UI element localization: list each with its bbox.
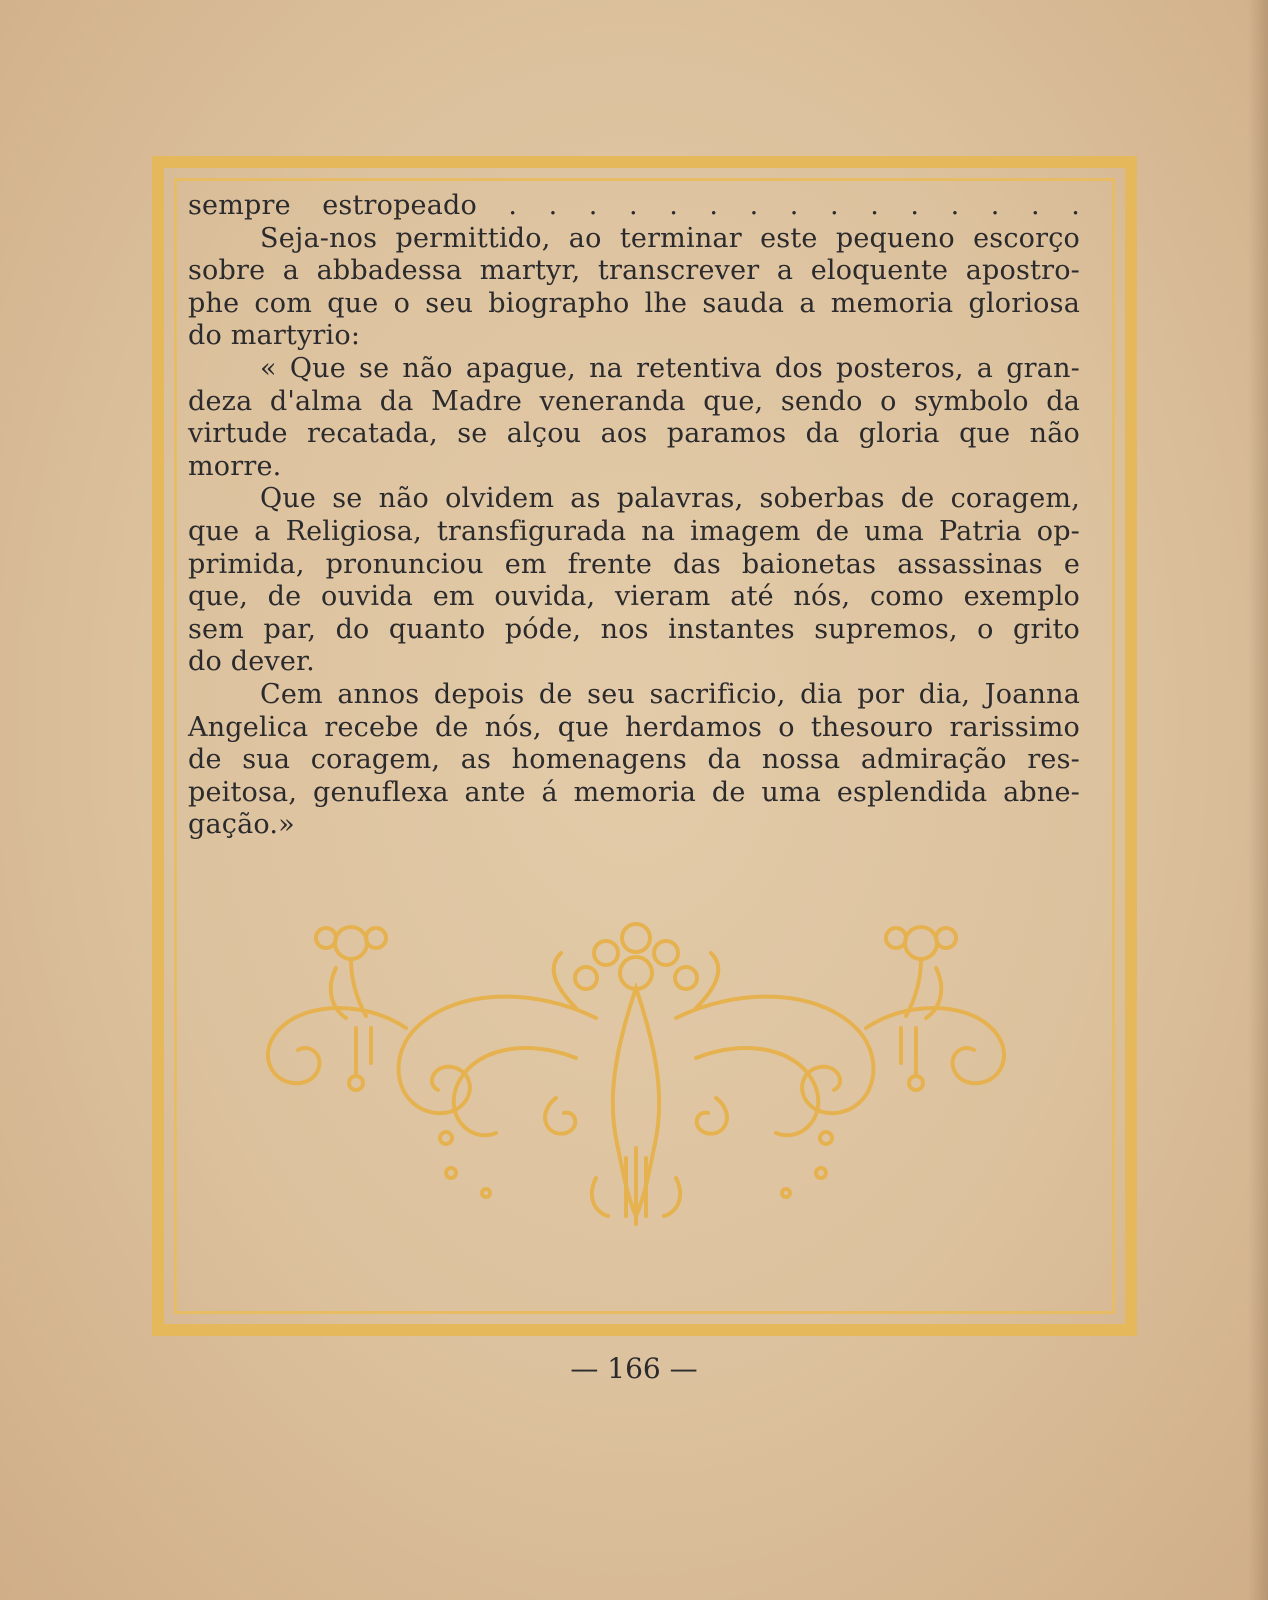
text-line: Que se não olvidem as palavras, soberbas de coragem, xyxy=(260,483,1080,515)
text-line: Angelica recebe de nós, que herdamos o thesouro rarissimo xyxy=(188,711,1080,743)
text-line: de sua coragem, as homenagens da nossa admiração res- xyxy=(188,744,1080,776)
text-line: « Que se não apague, na retentiva dos posteros, a gran- xyxy=(260,352,1080,384)
text-line: morre. xyxy=(188,450,282,482)
body-text xyxy=(188,190,1080,842)
text-line: sempre estropeado . . . . . . . . . . . . . . . xyxy=(188,190,1080,221)
text-line: peitosa, genuflexa ante á memoria de uma esplendida abne- xyxy=(188,776,1080,808)
text-line: do dever. xyxy=(188,646,315,678)
text-line: gação.» xyxy=(188,809,295,841)
text-line: virtude recatada, se alçou aos paramos da gloria que não xyxy=(188,418,1080,450)
text-line: phe com que o seu biographo lhe sauda a memoria gloriosa xyxy=(188,287,1080,319)
text-line: deza d'alma da Madre veneranda que, sendo o symbolo da xyxy=(188,385,1080,417)
text-line: Cem annos depois de seu sacrificio, dia por dia, Joanna xyxy=(260,678,1080,710)
text-line: sobre a abbadessa martyr, transcrever a eloquente apostro- xyxy=(188,255,1080,287)
page-number: — 166 — xyxy=(570,1352,698,1385)
floral-ornament-icon xyxy=(256,898,1016,1238)
text-line: que a Religiosa, transfigurada na imagem de uma Patria op- xyxy=(188,515,1080,547)
text-line: sem par, do quanto póde, nos instantes supremos, o grito xyxy=(188,613,1080,645)
text-line: Seja-nos permittido, ao terminar este pequeno escorço xyxy=(260,222,1080,254)
text-line: que, de ouvida em ouvida, vieram até nós, como exemplo xyxy=(188,581,1080,613)
text-line: do martyrio: xyxy=(188,320,361,352)
text-line: primida, pronunciou em frente das baionetas assassinas e xyxy=(188,548,1080,580)
